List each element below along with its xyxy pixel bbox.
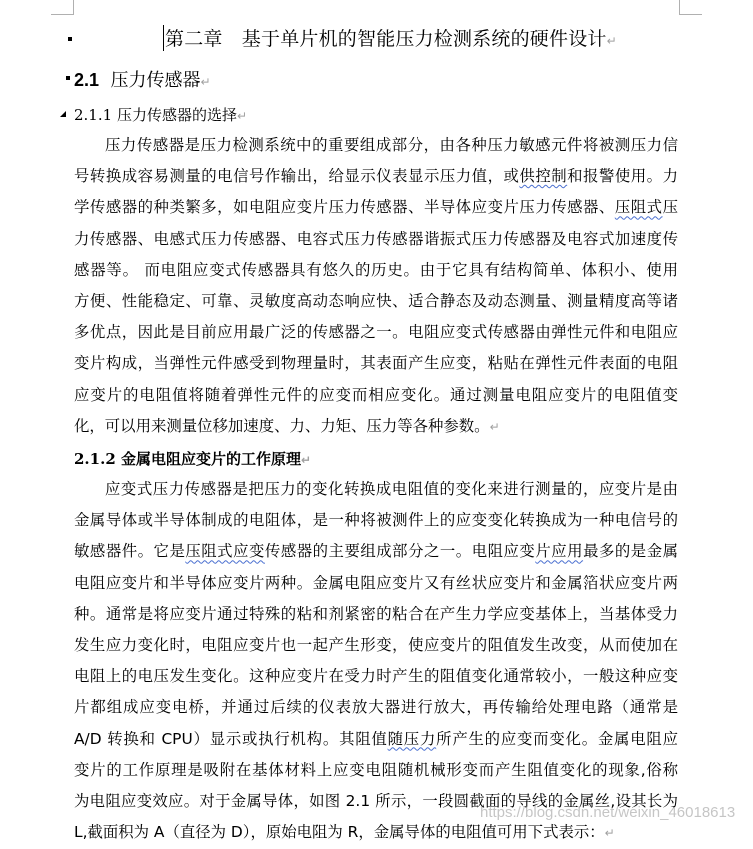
text-line: 电阻应变片和半导体应变片两种。金属电阻应变片又有丝状应变片和金属箔状应变片两	[74, 573, 678, 592]
text-line-segment: 化，可以用来测量位移加速度、力、力矩、压力等各种参数。	[74, 416, 490, 435]
paragraph-mark-icon: ↵	[489, 419, 500, 434]
spellcheck-flag[interactable]: 随压力	[387, 729, 437, 748]
text-line: 电阻上的电压发生变化。这种应变片在受力时产生的阻值变化通常较小，一般这种应变	[74, 667, 678, 686]
chapter-title-text: 第二章 基于单片机的智能压力检测系统的硬件设计	[165, 28, 607, 50]
text-line: 为电阻应变效应。对于金属导体，如图 2.1 所示，一段圆截面的导线的金属丝,设其长为	[74, 792, 678, 811]
text-line-segment: 传感器的主要组成部分之一。电阻应变	[264, 542, 536, 561]
text-line	[74, 161, 678, 192]
subsection-title: 金属电阻应变片的工作原理	[121, 450, 302, 468]
text-line: 压力传感器是压力检测系统中的重要组成部分，由各种压力敏感元件将被测压力信	[105, 136, 678, 154]
text-line	[74, 724, 678, 755]
text-line: 应变式压力传感器是把压力的变化转换成电阻值的变化来进行测量的，应变片是由	[105, 480, 678, 498]
chapter-title[interactable]	[165, 24, 617, 51]
subsection-heading-2-1-2[interactable]	[74, 448, 311, 469]
spellcheck-flag[interactable]: 压阻式应变	[185, 542, 265, 561]
text-line-segment: L,截面积为 A（直径为 D），原始电阻为 R，金属导体的电阻值可用下式表示：	[74, 823, 605, 842]
section-heading[interactable]	[74, 66, 211, 92]
text-line: 方便、性能稳定、可靠、灵敏度高动态响应快、适合静态及动态测量、测量精度高等诸	[74, 292, 678, 311]
paragraph-strain-gauge-principle[interactable]	[74, 474, 678, 849]
text-line: 力传感器、电感式压力传感器、电容式压力传感器谐振式压力传感器及电容式加速度传	[74, 229, 678, 248]
paragraph-mark-icon: ↵	[606, 34, 617, 48]
text-line-segment: 敏感器件。它是	[74, 542, 186, 561]
spellcheck-flag[interactable]: 片应用	[535, 542, 584, 561]
text-line-segment: 号转换成容易测量的电信号作输出，给显示仪表显示压力值，或	[74, 167, 520, 186]
section-number: 2.1	[74, 70, 100, 90]
text-line	[74, 536, 678, 567]
text-line-segment: 压	[662, 198, 678, 217]
text-cursor	[163, 25, 164, 51]
text-line: 金属导体或半导体制成的电阻体，是一种将被测件上的应变变化转换成为一种电信号的	[74, 511, 678, 530]
text-line: 片都组成应变电桥，并通过后续的仪表放大器进行放大，再传输给处理电路（通常是	[74, 698, 678, 717]
paragraph-mark-icon: ↵	[604, 826, 615, 841]
subsection-title: 压力传感器的选择	[116, 106, 237, 124]
text-line-segment: 所产生的应变而变化。金属电阻应	[436, 729, 678, 748]
subsection-number: 2.1.1	[74, 106, 113, 124]
text-line-segment: 和报警使用。力	[567, 167, 678, 186]
subsection-number: 2.1.2	[74, 450, 116, 468]
text-line: 发生应力变化时，电阻应变片也一起产生形变，使应变片的阻值发生改变，从而使加在	[74, 636, 678, 655]
crop-mark-top-left	[51, 0, 74, 15]
heading-bullet-icon	[66, 76, 70, 80]
section-title: 压力传感器	[110, 70, 201, 91]
collapse-triangle-icon[interactable]	[60, 111, 66, 117]
paragraph-mark-icon: ↵	[200, 75, 211, 89]
paragraph-mark-icon: ↵	[236, 109, 248, 123]
subsection-heading-2-1-1[interactable]	[74, 104, 247, 125]
text-line: 应变片的电阻值将随着弹性元件的应变而相应变化。通过测量电阻应变片的电阻值变	[74, 385, 678, 404]
spellcheck-flag[interactable]: 供控制	[519, 167, 568, 186]
text-line: 种。通常是将应变片通过特殊的粘和剂紧密的粘合在产生力学应变基体上，当基体受力	[74, 604, 678, 623]
text-line: 变片构成，当弹性元件感受到物理量时，其表面产生应变，粘贴在弹性元件表面的电阻	[74, 354, 678, 373]
spellcheck-flag[interactable]: 压阻式	[614, 198, 663, 217]
text-line-segment: 学传感器的种类繁多，如电阻应变片压力传感器、半导体应变片压力传感器、	[74, 198, 615, 217]
text-line: 多优点，因此是目前应用最广泛的传感器之一。电阻应变式传感器由弹性元件和电阻应	[74, 323, 678, 342]
crop-mark-top-right	[679, 0, 702, 15]
text-line	[74, 192, 678, 223]
paragraph-mark-icon: ↵	[301, 453, 312, 467]
watermark: https://blog.csdn.net/weixin_46018613	[480, 804, 736, 821]
text-line	[74, 817, 678, 849]
text-line-segment: A/D 转换和 CPU）显示或执行机构。其阻值	[74, 729, 388, 748]
text-line	[74, 411, 678, 443]
text-line: 变片的工作原理是吸附在基体材料上应变电阻随机械形变而产生阻值变化的现象,俗称	[74, 760, 678, 779]
text-line-segment: 最多的是金属	[583, 542, 678, 561]
text-line: 感器等。 而电阻应变式传感器具有悠久的历史。由于它具有结构简单、体积小、使用	[74, 260, 678, 279]
paragraph-pressure-sensor-selection[interactable]	[74, 130, 678, 443]
heading-bullet-icon	[68, 37, 72, 41]
